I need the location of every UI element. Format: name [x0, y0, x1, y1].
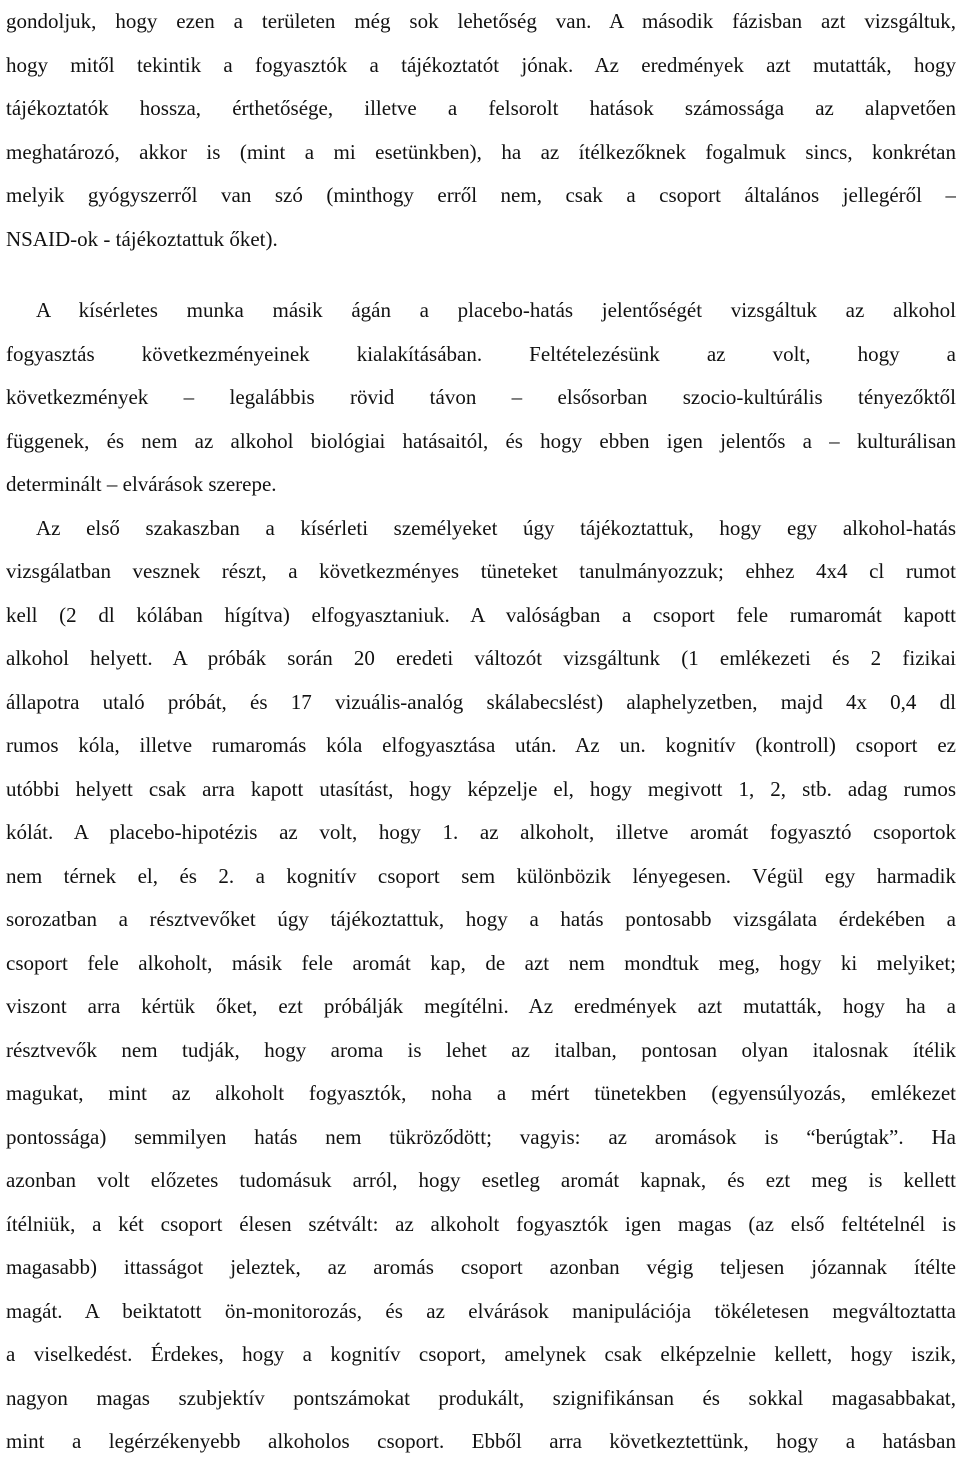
text-line: függenek, és nem az alkohol biológiai hatásaitól, és hogy ebben igen jelentős a – kulturálisan	[6, 428, 956, 453]
text-line: determinált – elvárások szerepe.	[6, 472, 277, 496]
text-line: állapotra utaló próbát, és 17 vizuális-analóg skálabecslést) alaphelyzetben, majd 4x 0,4 dl	[6, 689, 956, 714]
text-line: csoport fele alkoholt, másik fele aromát kap, de azt nem mondtuk meg, hogy ki melyiket;	[6, 950, 956, 975]
paragraph-2	[6, 289, 956, 507]
paragraph-1	[6, 0, 956, 261]
text-line: nem térnek el, és 2. a kognitív csoport sem különbözik lényegesen. Végül egy harmadik	[6, 863, 956, 888]
text-line: tájékoztatók hossza, érthetősége, illetve a felsorolt hatások számossága az alapvetően	[6, 96, 956, 120]
text-line: NSAID-ok - tájékoztattuk őket).	[6, 226, 278, 251]
text-line: A kísérletes munka másik ágán a placebo-hatás jelentőségét vizsgáltuk az alkohol	[36, 298, 956, 322]
text-line: meghatározó, akkor is (mint a mi esetünkben), ha az ítélkezőknek fogalmuk sincs, konkrétan	[6, 139, 956, 164]
paragraph-3	[6, 507, 956, 1464]
text-line: kell (2 dl kólában hígítva) elfogyasztaniuk. A valóságban a csoport fele rumaromát kapott	[6, 602, 956, 627]
text-line: magukat, mint az alkoholt fogyasztók, noha a mért tünetekben (egyensúlyozás, emlékezet	[6, 1081, 956, 1105]
text-line: sorozatban a résztvevőket úgy tájékoztattuk, hogy a hatás pontosabb vizsgálata érdekében a	[6, 907, 956, 931]
text-line: magát. A beiktatott ön-monitorozás, és az elvárások manipulációja tökéletesen megváltoztatta	[6, 1298, 956, 1323]
text-line: mint a legérzékenyebb alkoholos csoport. Ebből arra következtettünk, hogy a hatásban	[6, 1429, 956, 1453]
text-line: gondoljuk, hogy ezen a területen még sok lehetőség van. A második fázisban azt vizsgáltuk,	[6, 9, 956, 33]
text-line: melyik gyógyszerről van szó (minthogy erről nem, csak a csoport általános jellegéről –	[6, 183, 956, 207]
text-line: résztvevők nem tudják, hogy aroma is lehet az italban, pontosan olyan italosnak ítélik	[6, 1037, 956, 1062]
text-line: Az első szakaszban a kísérleti személyeket úgy tájékoztattuk, hogy egy alkohol-hatás	[36, 515, 956, 540]
text-line: utóbbi helyett csak arra kapott utasítást, hogy képzelje el, hogy megivott 1, 2, stb. adag rumos	[6, 776, 956, 801]
text-line: fogyasztás következményeinek kialakításában. Feltételezésünk az volt, hogy a	[6, 341, 956, 366]
document-page	[6, 0, 956, 1464]
text-line: pontossága) semmilyen hatás nem tükröződött; vagyis: az aromások is “berúgtak”. Ha	[6, 1124, 956, 1149]
text-line: hogy mitől tekintik a fogyasztók a tájékoztatót jónak. Az eredmények azt mutatták, hogy	[6, 52, 956, 77]
paragraph-spacer	[6, 261, 956, 289]
text-line: azonban volt előzetes tudomásuk arról, hogy esetleg aromát kapnak, és ezt meg is kellett	[6, 1168, 956, 1192]
text-line: vizsgálatban vesznek részt, a következményes tüneteket tanulmányozzuk; ehhez 4x4 cl rumot	[6, 559, 956, 583]
text-line: viszont arra kértük őket, ezt próbálják megítélni. Az eredmények azt mutatták, hogy ha a	[6, 994, 956, 1018]
text-line: ítélniük, a két csoport élesen szétvált: az alkoholt fogyasztók igen magas (az első feltételnél is	[6, 1211, 956, 1236]
text-line: a viselkedést. Érdekes, hogy a kognitív csoport, amelynek csak elképzelnie kellett, hogy iszik,	[6, 1342, 956, 1366]
text-line: alkohol helyett. A próbák során 20 eredeti változót vizsgáltunk (1 emlékezeti és 2 fizikai	[6, 646, 956, 670]
text-line: következmények – legalábbis rövid távon – elsősorban szocio-kultúrális tényezőktől	[6, 385, 956, 409]
text-line: rumos kóla, illetve rumaromás kóla elfogyasztása után. Az un. kognitív (kontroll) csoport ez	[6, 733, 956, 757]
text-line: kólát. A placebo-hipotézis az volt, hogy 1. az alkoholt, illetve aromát fogyasztó csoportok	[6, 820, 956, 844]
text-line: magasabb) ittasságot jeleztek, az aromás csoport azonban végig teljesen józannak ítélte	[6, 1255, 956, 1279]
text-line: nagyon magas szubjektív pontszámokat produkált, szignifikánsan és sokkal magasabbakat,	[6, 1385, 956, 1410]
